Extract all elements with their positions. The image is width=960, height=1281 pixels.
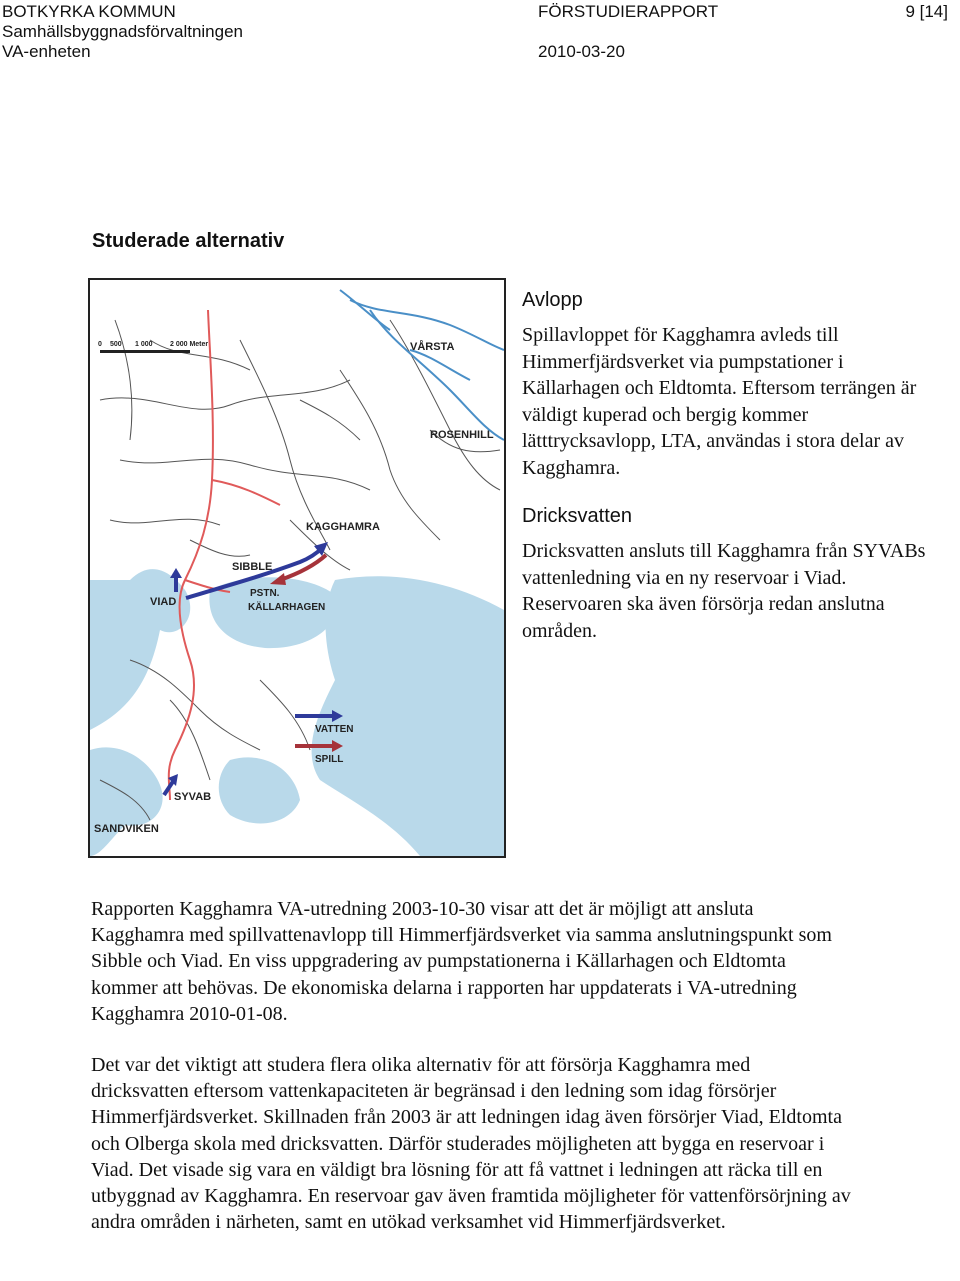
header-page-number: 9 [14] — [905, 2, 948, 21]
header-date: 2010-03-20 — [538, 42, 625, 61]
map-label-sibble: SIBBLE — [232, 561, 273, 573]
header-org: BOTKYRKA KOMMUN — [2, 2, 176, 21]
scale-bar — [98, 341, 208, 353]
legend-sewage-label: SPILL — [315, 754, 344, 765]
map-label-pstn: PSTN. — [250, 588, 280, 599]
dricksvatten-heading: Dricksvatten — [522, 505, 633, 527]
header-doc-type: FÖRSTUDIERAPPORT — [538, 2, 719, 21]
lake-south — [90, 747, 163, 856]
svg-text:500: 500 — [110, 341, 122, 348]
map-label-syvab: SYVAB — [174, 791, 212, 803]
section-title: Studerade alternativ — [92, 230, 285, 252]
avlopp-heading: Avlopp — [522, 289, 583, 311]
streams — [340, 290, 504, 440]
map-figure — [88, 278, 506, 858]
svg-text:2 000 Meter: 2 000 Meter — [170, 341, 209, 348]
map-label-viad: VIAD — [150, 596, 177, 608]
header-unit: VA-enheten — [2, 42, 91, 61]
sidebar-text — [522, 287, 942, 666]
body-paragraph-2: Det var det viktigt att studera flera olika alternativ för att försörja Kagghamra med dricksvatten eftersom vattenkapaciteten är begränsad i den ledning som idag försörjer Himmerfjärdsverket. Skillnaden från 2003 är att ledningen idag även försörjer Viad, Eldtomta och Olberga skola med dricksvatten. Därför studerades möjligheten att bygga en reservoar i Viad. Det visade sig vara en väldigt bra lösning för att få vattnet i ledningen att räcka till en utbyggnad av Kagghamra. En reservoar gav även framtida möjligheter för vattenförsörjning av andra områden i närheten, samt en utökad verksamhet vid Himmerfjärdsverket. — [91, 1054, 851, 1234]
pipeline — [169, 310, 280, 800]
map-svg — [90, 280, 504, 856]
lake-south-center — [219, 757, 300, 823]
header-dept: Samhällsbyggnadsförvaltningen — [2, 22, 243, 41]
map-label-kagghamra: KAGGHAMRA — [306, 521, 380, 533]
map-label-rosenhill: ROSENHILL — [430, 429, 494, 441]
legend-water-label: VATTEN — [315, 724, 354, 735]
svg-text:0: 0 — [98, 341, 102, 348]
avlopp-text: Spillavloppet för Kagghamra avleds till Himmerfjärdsverket via pumpstationer i Källarhagen och Eldtomta. Eftersom terrängen är väldigt kuperad och bergig kommer lätttrycksavlopp, LTA, användas i stora delar av Kagghamra. — [522, 324, 917, 479]
svg-text:1 000: 1 000 — [135, 341, 153, 348]
dricksvatten-text: Dricksvatten ansluts till Kagghamra från SYVABs vattenledning via en ny reservoar i Viad. Reservoaren ska även försörja redan anslutna områden. — [522, 540, 926, 642]
body-paragraph-1: Rapporten Kagghamra VA-utredning 2003-10-30 visar att det är möjligt att ansluta Kagghamra med spillvattenavlopp till Himmerfjärdsverket via samma anslutningspunkt som Sibble och Viad. En viss uppgradering av pumpstationerna i Källarhagen och Eldtomta kommer att behövas. De ekonomiska delarna i rapporten har uppdaterats i VA-utredning Kagghamra 2010-01-08. — [91, 898, 832, 1025]
map-label-sandviken: SANDVIKEN — [94, 823, 159, 835]
map-label-varsta: VÅRSTA — [410, 341, 455, 353]
map-label-kallarhagen: KÄLLARHAGEN — [248, 602, 326, 613]
